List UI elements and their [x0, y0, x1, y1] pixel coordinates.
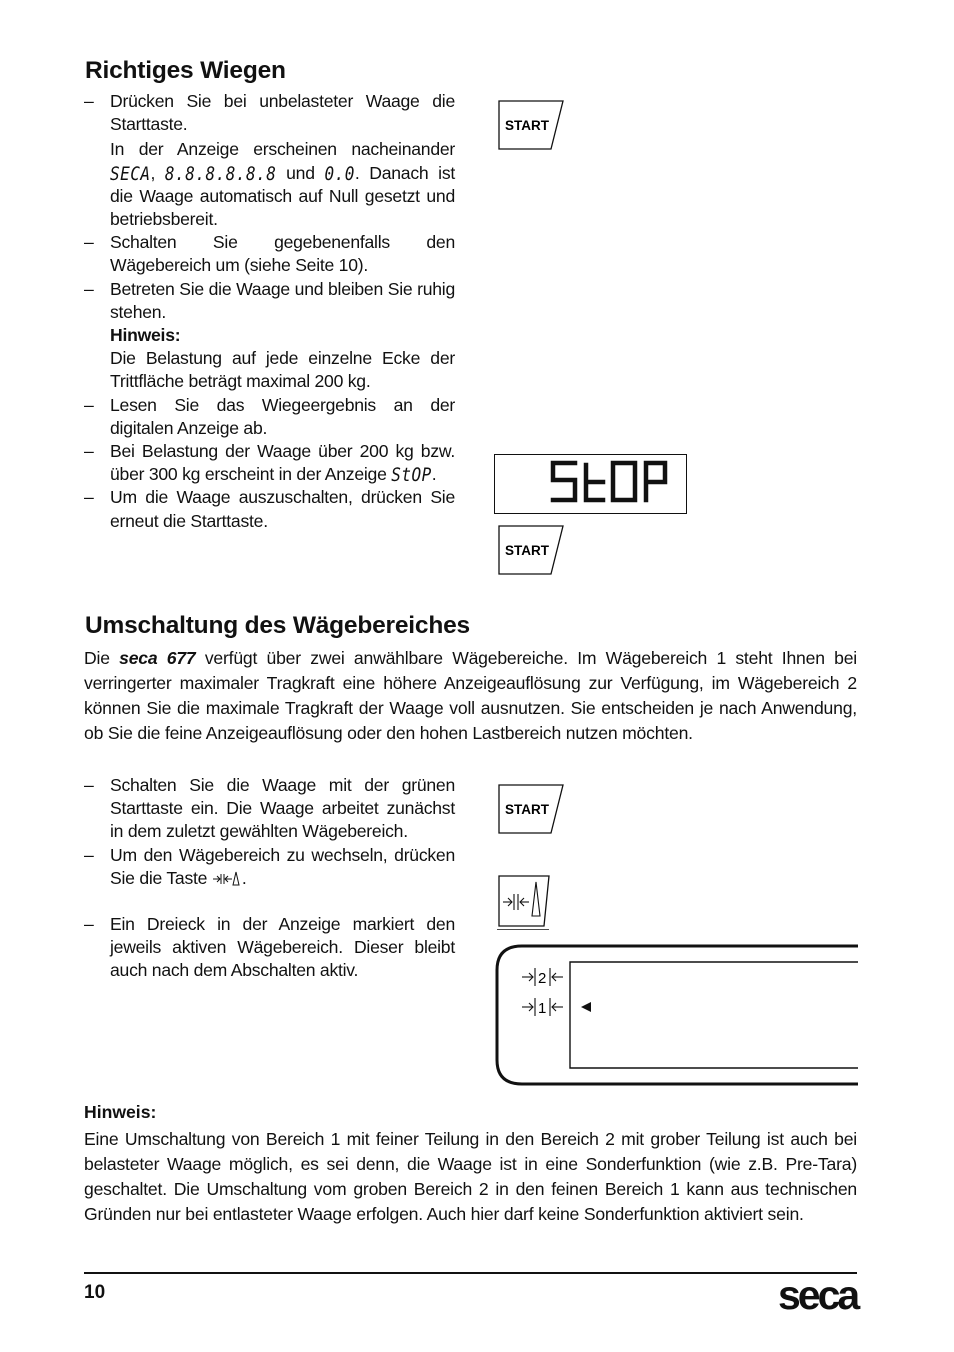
list-item: – Betreten Sie die Waage und bleiben Sie ruhig stehen.	[84, 278, 455, 324]
list-item: – Um die Waage auszuschalten, drücken Sie erneut die Starttaste.	[84, 486, 455, 532]
intro-paragraph: Die seca 677 verfügt über zwei anwählbare Wägebereiche. Im Wägebereich 1 steht Ihnen bei verringerter maximaler Tragkraft eine höhere Anzeigeauflösung zur Verfügung, im Wägebereich 2 können Sie die maximale Tragkraft der Waage voll ausnutzen. Sie entscheiden je nach Anwendung, ob Sie die feine Anzeigeauflösung oder den hohen Lastbereich nutzen möchten.	[84, 648, 857, 743]
list-item-text: Drücken Sie bei unbelasteter Waage die Starttaste.	[110, 91, 455, 135]
active-range-triangle-icon	[581, 1002, 591, 1012]
list-item: – Schalten Sie die Waage mit der grünen Starttaste ein. Die Waage arbeitet zunächst in dem zuletzt gewählten Wägebereich.	[84, 774, 455, 844]
footer-divider	[84, 1272, 857, 1274]
stop-segment-readout	[495, 455, 686, 513]
note-paragraph: Eine Umschaltung von Bereich 1 mit feiner Teilung in den Bereich 2 mit grober Teilung ist auch bei belasteter Waage möglich, es sei denn, die Waage ist in eine Sonderfunktion (wie z.B. Pre-Tara) geschaltet. Die Umschaltung vom groben Bereich 2 in den feinen Bereich 1 kann aus technischen Gründen nur bei entlasteter Waage erfolgen. Auch hier darf keine Sonderfunktion aktiviert sein.	[84, 1129, 857, 1224]
list-item-text: Schalten Sie die Waage mit der grünen Starttaste ein. Die Waage arbeitet zunächst in dem zuletzt gewählten Wägebereich.	[110, 775, 455, 842]
range-display-illustration	[492, 940, 858, 1090]
range-switch-icon	[212, 869, 242, 887]
note-title: Hinweis:	[110, 325, 181, 346]
list-item-text: Ein Dreieck in der Anzeige markiert den jeweils aktiven Wägebereich. Dieser bleibt auch nach dem Abschalten aktiv.	[110, 914, 455, 981]
note-block	[84, 324, 455, 394]
range-2-label: 2	[538, 970, 547, 987]
start-key-label: START	[505, 543, 549, 558]
brand-model-name: seca 677	[119, 648, 196, 668]
list-item: – Schalten Sie gegebenenfalls den Wägebereich um (siehe Seite 10).	[84, 231, 455, 277]
instruction-list-weighing	[84, 90, 455, 533]
display-seca-text: SECA	[110, 162, 151, 185]
start-key-illustration	[497, 524, 567, 576]
note-title: Hinweis:	[84, 1102, 157, 1122]
range-1-label: 1	[538, 1000, 547, 1017]
section-title-richtiges-wiegen: Richtiges Wiegen	[85, 57, 286, 84]
page-number: 10	[84, 1282, 106, 1303]
list-item-text: Um die Waage auszuschalten, drücken Sie erneut die Starttaste.	[110, 487, 455, 531]
display-zero-text: 0.0	[324, 162, 355, 185]
range-switch-icon	[503, 882, 540, 916]
list-item: – Lesen Sie das Wiegeergebnis an der digitalen Anzeige ab.	[84, 394, 455, 440]
start-key-label: START	[505, 118, 549, 133]
list-item: – Bei Belastung der Waage über 200 kg bzw. über 300 kg erscheint in der Anzeige StOP.	[84, 440, 455, 486]
list-item-text: Um den Wägebereich zu wechseln, drücken Sie die Taste .	[110, 844, 455, 888]
range-switch-key-illustration	[497, 874, 553, 930]
list-item	[84, 138, 455, 231]
list-item-text: In der Anzeige erscheinen nacheinander SECA, 8.8.8.8.8.8 und 0.0. Danach ist die Waage automatisch auf Null gesetzt und betriebsbereit.	[110, 139, 456, 230]
start-key-label: START	[505, 802, 549, 817]
start-key-illustration	[497, 99, 567, 151]
note-text: Die Belastung auf jede einzelne Ecke der Trittfläche beträgt maximal 200 kg.	[110, 348, 455, 392]
stop-display-illustration	[494, 454, 687, 514]
section-title-umschaltung: Umschaltung des Wägebereiches	[85, 612, 470, 639]
display-stop-text: StOP	[391, 463, 432, 486]
list-item-text: Schalten Sie gegebenenfalls den Wägebereich um (siehe Seite 10).	[110, 232, 455, 276]
start-key-illustration	[497, 783, 567, 835]
instruction-list-range	[84, 774, 455, 983]
list-item: – Ein Dreieck in der Anzeige markiert den jeweils aktiven Wägebereich. Dieser bleibt auch nach dem Abschalten aktiv.	[84, 913, 455, 983]
display-888888-text: 8.8.8.8.8.8	[164, 162, 277, 185]
list-item-text: Betreten Sie die Waage und bleiben Sie ruhig stehen.	[110, 278, 455, 322]
list-item-text: Bei Belastung der Waage über 200 kg bzw. über 300 kg erscheint in der Anzeige StOP.	[110, 440, 455, 486]
list-item-text: Lesen Sie das Wiegeergebnis an der digitalen Anzeige ab.	[110, 394, 455, 438]
seca-logo: seca	[778, 1272, 858, 1318]
list-item: – Drücken Sie bei unbelasteter Waage die Starttaste.	[84, 90, 455, 136]
list-item: – Um den Wägebereich zu wechseln, drücken Sie die Taste .	[84, 844, 455, 890]
